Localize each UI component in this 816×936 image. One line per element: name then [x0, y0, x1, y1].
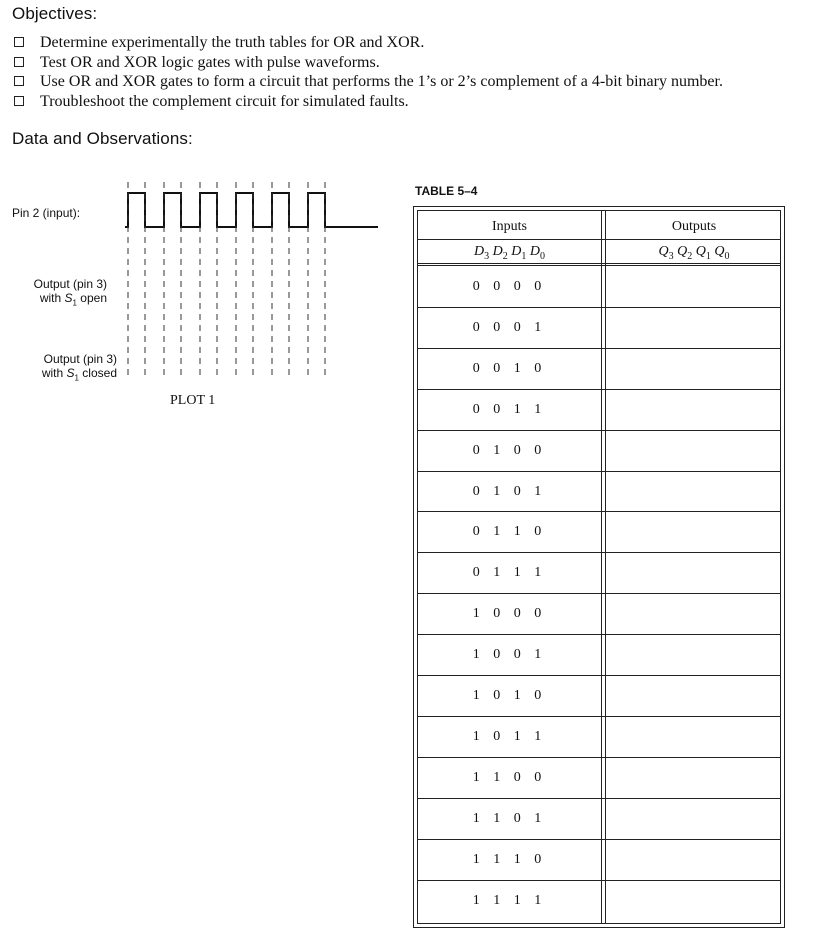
table-row-input: 0 0 1 1 — [472, 401, 547, 417]
truth-table — [413, 206, 785, 928]
table-row-input: 0 1 0 1 — [472, 483, 547, 499]
inputs-header: Inputs — [492, 219, 527, 234]
table-title: TABLE 5–4 — [415, 184, 478, 198]
table-row-input: 0 1 0 0 — [472, 442, 547, 458]
table-row-input: 1 0 1 0 — [472, 688, 547, 703]
output-closed-label: Output (pin 3) with $S_1$ closed — [41, 352, 117, 383]
input-pulse-waveform — [125, 193, 378, 227]
inputs-subheader: $D_3$ $D_2$ $D_1$ $D_0$ — [474, 244, 545, 262]
outputs-header: Outputs — [671, 219, 717, 234]
objective-item: Use OR and XOR gates to form a circuit that performs the 1’s or 2’s complement of a 4-bit binary number. — [12, 72, 723, 92]
outputs-subheader: $Q_3$ $Q_2$ $Q_1$ $Q_0$ — [658, 244, 730, 262]
table-row-input: 1 1 1 1 — [472, 892, 547, 908]
table-row-input: 1 1 0 1 — [472, 810, 547, 826]
table-row-input: 1 1 1 0 — [472, 851, 547, 867]
objective-item: Troubleshoot the complement circuit for simulated faults. — [12, 92, 723, 112]
objective-item: Test OR and XOR logic gates with pulse waveforms. — [12, 53, 723, 73]
objectives-heading: Objectives: — [12, 4, 98, 23]
table-row-input: 1 1 0 0 — [472, 769, 547, 785]
data-observations-heading: Data and Observations: — [12, 129, 193, 148]
table-row-input: 1 0 1 1 — [472, 728, 547, 744]
pin2-input-label: Pin 2 (input): — [12, 206, 81, 220]
table-row-input: 0 0 0 1 — [472, 319, 547, 335]
table-row-input: 0 1 1 0 — [472, 524, 547, 540]
table-row-input: 0 0 1 0 — [472, 360, 547, 376]
output-open-label: Output (pin 3) with $S_1$ open — [33, 277, 107, 308]
table-row-input: 1 0 0 1 — [472, 647, 547, 663]
plot-title: PLOT 1 — [170, 393, 216, 408]
table-row-input: 0 0 0 0 — [472, 279, 547, 294]
table-row-input: 1 0 0 0 — [472, 606, 547, 622]
table-row-input: 0 1 1 1 — [472, 565, 547, 581]
objective-item: Determine experimentally the truth tables for OR and XOR. — [12, 33, 723, 53]
